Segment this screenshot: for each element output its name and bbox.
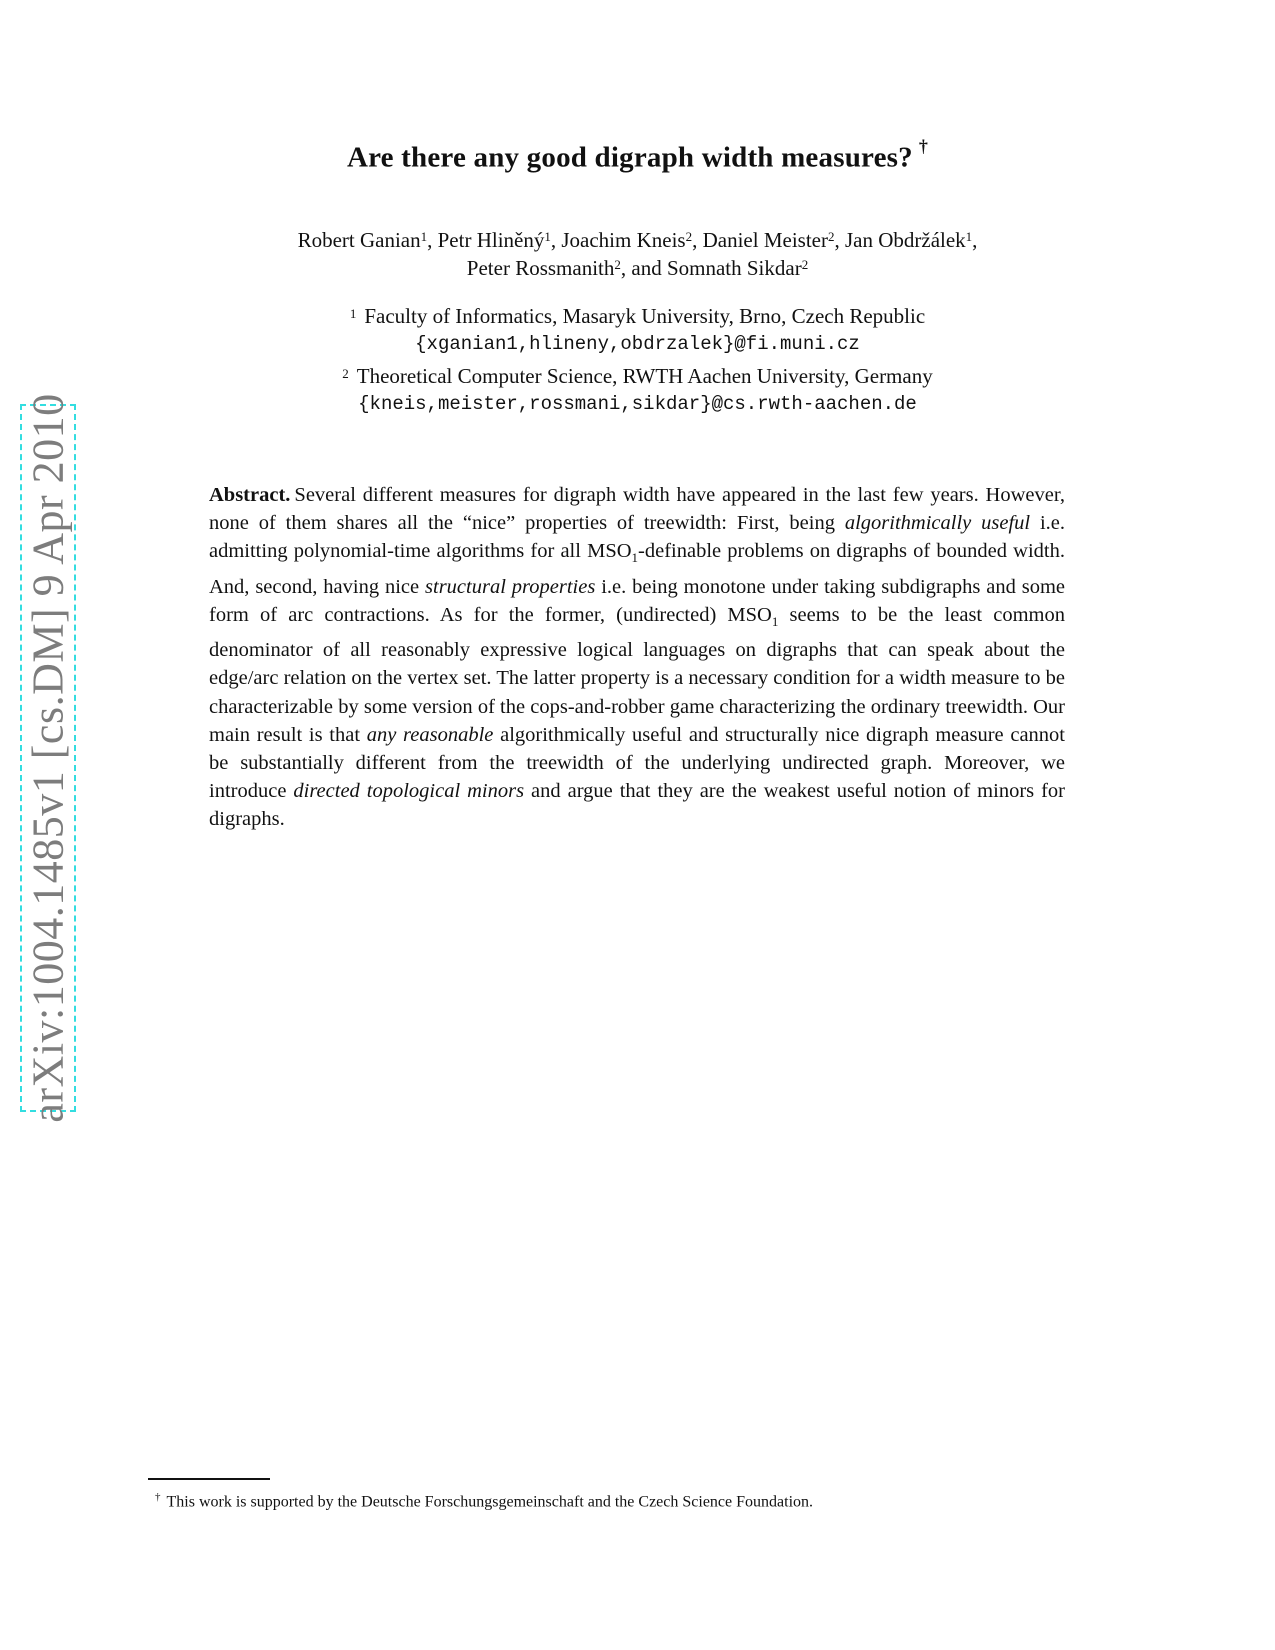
- affiliation-text: Faculty of Informatics, Masaryk University, Brno, Czech Republic: [364, 304, 926, 328]
- affiliation-name: [0, 302, 1275, 330]
- author-separator: ,: [834, 228, 845, 252]
- author-separator: ,: [692, 228, 703, 252]
- author: [667, 256, 808, 280]
- footnote-divider: [148, 1478, 270, 1480]
- affiliation-name: [0, 362, 1275, 390]
- author-affiliation-mark: 2: [801, 257, 809, 272]
- abstract-segment: -definable problems on digraphs of bounded width. And, second, having nice: [209, 540, 1065, 598]
- author-name: Joachim Kneis: [561, 228, 686, 252]
- affiliation-text: Theoretical Computer Science, RWTH Aachen University, Germany: [356, 364, 933, 388]
- author: [561, 228, 702, 252]
- abstract-segment: i.e. being monotone under taking subdigraphs and some form of arc contractions. As for the former, (undirected) MSO: [209, 575, 1065, 626]
- author-separator: ,: [972, 228, 978, 252]
- arxiv-stamp: arXiv:1004.1485v1 [cs.DM] 9 Apr 2010: [23, 393, 73, 1123]
- title-text: Are there any good digraph width measures?: [346, 141, 913, 174]
- abstract-subscript: 1: [631, 550, 639, 566]
- abstract-label: Abstract.: [209, 484, 291, 506]
- affiliation-mark: 2: [342, 366, 349, 381]
- abstract-emphasis: structural properties: [425, 575, 596, 598]
- abstract: [209, 481, 1065, 834]
- paper-title: [0, 136, 1275, 175]
- author-separator: , and: [620, 256, 667, 280]
- abstract-segment: algorithmically useful and structurally nice digraph measure cannot be substantially different from the treewidth of the underlying undirected graph. Moreover, we introduce: [209, 723, 1065, 803]
- affiliation: [0, 302, 1275, 358]
- author-affiliation-mark: 1: [544, 229, 551, 244]
- author-name: Somnath Sikdar: [666, 256, 802, 280]
- author: [298, 228, 438, 252]
- affiliation-email: {kneis,meister,rossmani,sikdar}@cs.rwth-aachen.de: [358, 393, 917, 415]
- author-name: Jan Obdržálek: [844, 228, 966, 252]
- author-name: Peter Rossmanith: [466, 256, 615, 280]
- abstract-emphasis: directed topological minors: [293, 780, 525, 803]
- affiliation-mark: 1: [349, 306, 357, 321]
- footnote-mark: †: [155, 1491, 161, 1503]
- abstract-segment: i.e. admitting polynomial-time algorithms for all MSO: [209, 512, 1066, 563]
- author-affiliation-mark: 2: [827, 229, 835, 244]
- author-name: Robert Ganian: [297, 228, 421, 252]
- author: [467, 256, 667, 280]
- author-affiliation-mark: 1: [420, 229, 428, 244]
- author-affiliation-mark: 2: [614, 257, 621, 272]
- abstract-emphasis: algorithmically useful: [844, 512, 1031, 535]
- author: [703, 228, 845, 252]
- abstract-segment: Several different measures for digraph width have appeared in the last few years. However, none of them shares all the “nice” properties of treewidth: First, being: [209, 484, 1065, 535]
- author-name: Daniel Meister: [702, 228, 828, 252]
- author: [438, 228, 562, 252]
- abstract-text: [209, 481, 1065, 834]
- author-affiliation-mark: 2: [685, 229, 693, 244]
- affiliation: [0, 362, 1275, 418]
- abstract-subscript: 1: [771, 614, 779, 629]
- author-separator: ,: [427, 228, 438, 252]
- author-name: Petr Hliněný: [437, 228, 545, 252]
- author-separator: ,: [550, 228, 562, 252]
- footnote-text: This work is supported by the Deutsche Forschungsgemeinschaft and the Czech Science Foundation.: [166, 1493, 814, 1511]
- author-list: [0, 226, 1275, 282]
- affiliation-email: {xganian1,hlineny,obdrzalek}@fi.muni.cz: [415, 333, 860, 355]
- footnote: [155, 1486, 813, 1513]
- abstract-segment: and argue that they are the weakest useful notion of minors for digraphs.: [209, 780, 1065, 831]
- abstract-segment: seems to be the least common denominator of all reasonably expressive logical languages on digraphs that can speak about the edge/arc relation on the vertex set. The latter property is a necessary condition for a width measure to be characterizable by some version of the cops-and-robber game characterizing the ordinary treewidth. Our main result is that: [209, 603, 1066, 746]
- author: [845, 228, 977, 252]
- title-footnote-mark: †: [918, 136, 929, 156]
- author-affiliation-mark: 1: [965, 229, 973, 244]
- abstract-emphasis: any reasonable: [366, 723, 494, 746]
